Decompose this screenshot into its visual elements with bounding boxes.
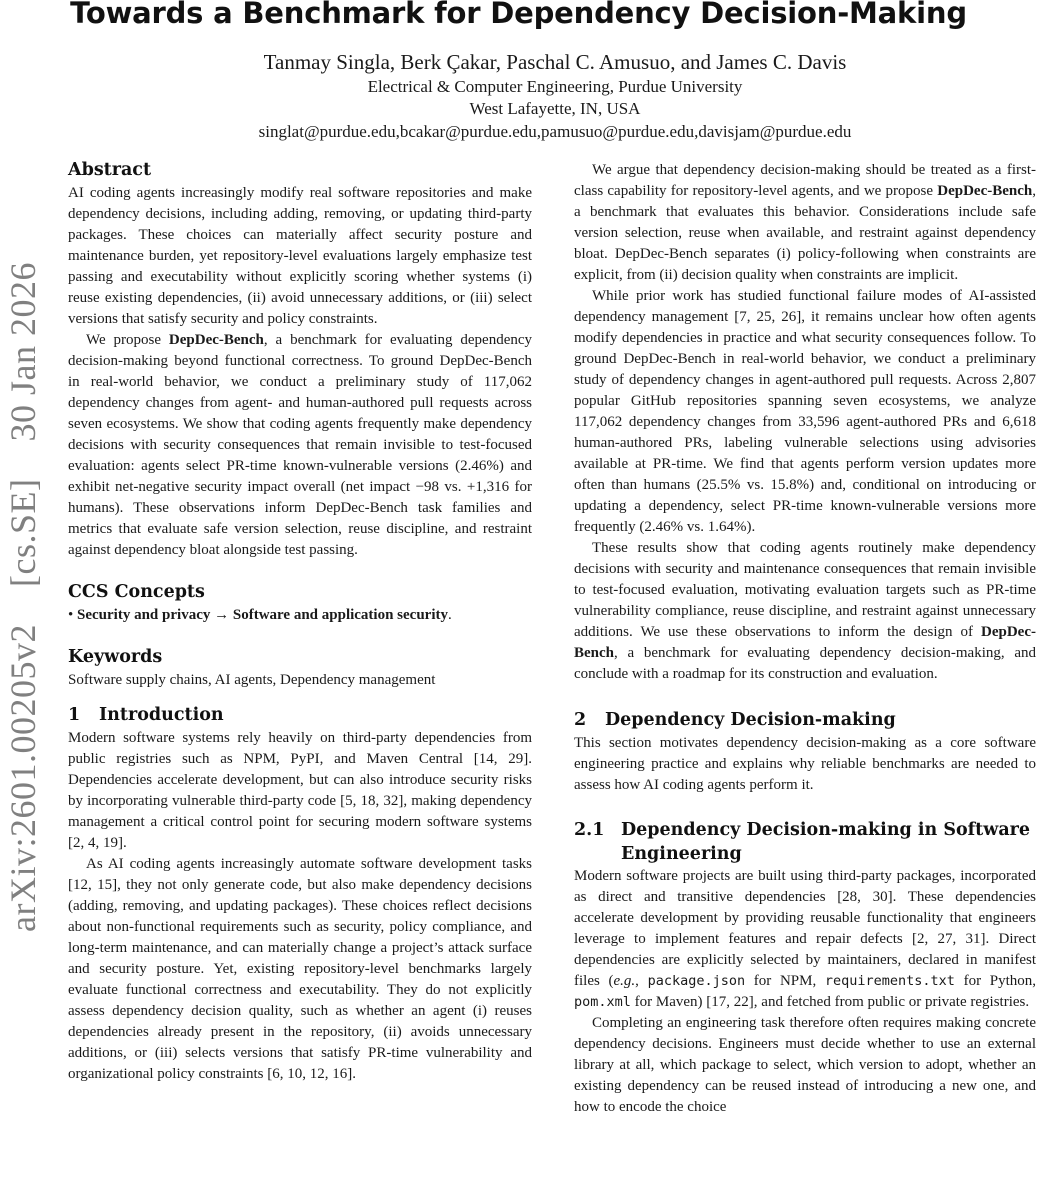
arxiv-date: 30 Jan 2026 [3,262,43,442]
section-2-1-paragraph-2: Completing an engineering task therefore often requires making concrete dependency decisions. Engineers must decide whether to use an external library at all, which package to select, which version to adopt, whether an existing dependency can be reused instead of introducing a new one, and how to encode the choice [574,1015,1036,1115]
section-2-heading: 2 Dependency Decision-making [574,710,896,730]
author-list: Tanmay Singla, Berk Çakar, Paschal C. Amusuo, and James C. Davis [263,50,847,74]
arxiv-id[interactable]: arXiv:2601.00205v2 [3,624,43,932]
paper-title: Towards a Benchmark for Dependency Decision-Making [70,0,967,30]
benchmark-name: DepDec-Bench [574,624,1036,661]
keywords-text: Software supply chains, AI agents, Dependency management [68,672,436,688]
code-requirements-txt: requirements.txt [824,973,955,989]
ccs-heading: CCS Concepts [68,582,205,602]
abstract-heading: Abstract [68,160,152,180]
intro-paragraph-3: We argue that dependency decision-making should be treated as a first-class capability for repository-level agents, and we propose DepDec-Bench, a benchmark that evaluates this behavior. Considerations include safe version selection, reuse when available, and restraint against dependency bloat. DepDec-Bench separates (i) policy-following when constraints are explicit, from (ii) decision quality when constraints are implicit. [574,162,1036,283]
keywords-heading: Keywords [68,647,163,667]
location: West Lafayette, IN, USA [469,99,641,118]
intro-paragraph-4: While prior work has studied functional failure modes of AI-assisted dependency management [7, 25, 26], it remains unclear how often agents modify dependencies in practice and what security consequences follow. To ground DepDec-Bench in real-world behavior, we conduct a preliminary study of dependency changes in agent-authored pull requests. Across 2,807 popular GitHub repositories spanning seven ecosystems, we analyze 117,062 dependency changes from 33,596 agent-authored PRs and 6,618 human-authored PRs, labeling vulnerable selections using advisories available at PR-time. We find that agents perform version updates more often than humans (25.5% vs. 15.8%) and, conditional on introducing or updating a dependency, select PR-time known-vulnerable versions more frequently (2.46% vs. 1.64%). [574,288,1036,535]
intro-paragraph-5: These results show that coding agents routinely make dependency decisions with security and maintenance consequences that remain invisible to test-focused evaluation, motivating evaluation targets such as PR-time vulnerability compliance, reuse discipline, and restraint against unnecessary additions. We use these observations to inform the design of DepDec-Bench, a benchmark for evaluating dependency decision-making, and conclude with a roadmap for its construction and evaluation. [574,540,1036,682]
author-emails[interactable]: singlat@purdue.edu,bcakar@purdue.edu,pamusuo@purdue.edu,davisjam@purdue.edu [258,122,852,141]
left-column [68,157,532,1085]
code-package-json: package.json [647,973,746,989]
arxiv-stamp [2,262,44,932]
section-2-paragraph-1: This section motivates dependency decision-making as a core software engineering practice and explains why reliable benchmarks are needed to assess how AI coding agents perform it. [574,735,1036,793]
ccs-concepts: • Security and privacy → Software and application security. [68,607,452,623]
arxiv-category: [cs.SE] [3,478,43,588]
right-column [574,160,1036,1118]
section-2-1-paragraph-1: Modern software projects are built using third-party packages, incorporated as direct and transitive dependencies [28, 30]. These dependencies accelerate development by providing reusable functionality that engineers leverage to implement features and repair defects [2, 27, 31]. Direct dependencies are explicitly selected by maintainers, declared in manifest files (e.g., package.json for NPM, requirements.txt for Python, pom.xml for Maven) [17, 22], and fetched from public or private registries. [574,868,1036,1010]
intro-paragraph-1: Modern software systems rely heavily on third-party dependencies from public registries such as NPM, PyPI, and Maven Central [14, 29]. Dependencies accelerate development, but can also introduce security risks by incorporating vulnerable third-party code [5, 18, 32], making dependency management a critical control point for securing modern software systems [2, 4, 19]. [68,730,532,851]
abstract-paragraph-2: We propose DepDec-Bench, a benchmark for evaluating dependency decision-making beyond functional correctness. To ground DepDec-Bench in real-world behavior, we conduct a preliminary study of 117,062 dependency changes from agent- and human-authored pull requests across seven ecosystems. We show that coding agents frequently make dependency decisions with security consequences that remain invisible to test-focused evaluation: agents select PR-time known-vulnerable versions (2.46%) and exhibit net-negative security impact overall (net impact −98 vs. +1,316 for humans). These observations inform DepDec-Bench task families and metrics that evaluate safe version selection, reuse discipline, and restraint against dependency bloat alongside test passing. [68,332,533,558]
benchmark-name: DepDec-Bench [168,332,264,348]
section-1-heading: 1 Introduction [68,705,224,725]
affiliation: Electrical & Computer Engineering, Purdue University [367,77,743,96]
intro-paragraph-2: As AI coding agents increasingly automate software development tasks [12, 15], they not only generate code, but also make dependency decisions (adding, removing, and updating packages). These choices reflect decisions about non-functional requirements such as security, policy compliance, and long-term maintenance, and can materially change a project’s attack surface and security posture. Yet, existing repository-level benchmarks largely evaluate functional correctness and executability. They do not explicitly assess dependency decision quality, such as whether an agent (i) reuses dependencies already present in the repository, (ii) avoids unnecessary additions, or (iii) selects versions that satisfy PR-time vulnerability and organizational policy constraints [6, 10, 12, 16]. [68,856,532,1082]
section-2-1-heading: 2.1 Dependency Decision-making in Software Engineering [574,820,1031,864]
abstract-paragraph-1: AI coding agents increasingly modify real software repositories and make dependency decisions, including adding, removing, or updating third-party packages. These choices can materially affect security posture and maintenance burden, yet repository-level evaluations largely emphasize test passing and executability without explicitly scoring whether systems (i) reuse existing dependencies, (ii) avoid unnecessary additions, or (iii) select versions that satisfy security and policy constraints. [68,185,532,327]
code-pom-xml: pom.xml [574,994,631,1010]
benchmark-name: DepDec-Bench [937,183,1033,199]
